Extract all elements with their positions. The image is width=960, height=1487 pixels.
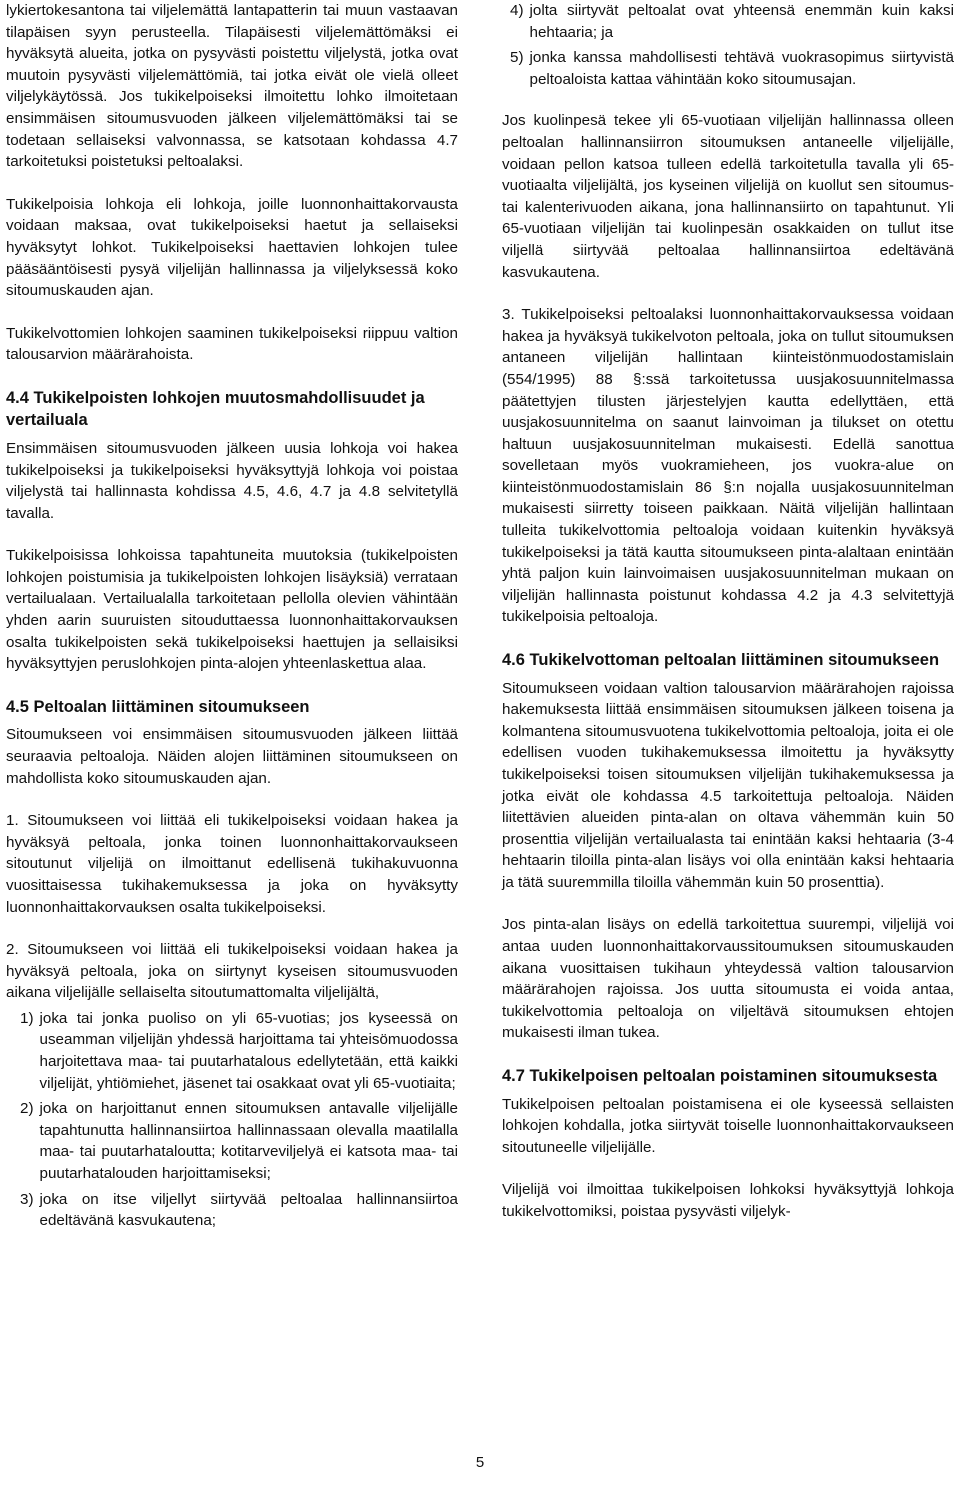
section-heading-4-6: 4.6 Tukikelvottoman peltoalan liittäminen sitoumukseen	[502, 651, 940, 670]
list-number: 2)	[20, 1100, 34, 1118]
section-heading-4-4: 4.4 Tukikelpoisten lohkojen muutosmahdollisuudet ja vertailuala	[6, 388, 425, 430]
condition-list-continued	[502, 0, 954, 90]
section-heading-4-5: 4.5 Peltoalan liittäminen sitoumukseen	[6, 697, 310, 716]
list-number: 4)	[510, 2, 524, 19]
list-text: jonka kanssa mahdollisesti tehtävä vuokrasopimus siirtyvistä peltoaloista kattaa vähintään koko sitoumusajan.	[529, 49, 954, 88]
list-number: 1)	[20, 1009, 34, 1027]
paragraph: Jos kuolinpesä tekee yli 65-vuotiaan viljelijän hallinnassa olleen peltoalan hallinnansiirron sitoumuksen antaneelle viljelijälle, voidaan pellon katsoa tulleen edellä tarkoitetulla tavalla yli 65-vuotiaalta viljelijältä, jos kyseinen viljelijä on kuollut sen sitoumus- tai kalenterivuoden aikana, jona hallinnansiirto on tapahtunut. Yli 65-vuotiaan viljelijän tai kuolinpesän osakkaiden on tullut itse viljellä siirtyvää peltoalaa hallinnansiirtoa edeltävänä kasvukautena.	[502, 112, 954, 281]
paragraph: 3. Tukikelpoiseksi peltoalaksi luonnonhaittakorvauksessa voidaan hakea ja hyväksyä tukikelvoton peltoala, joka on tullut sitoumuksen antaneen viljelijän hallintaan kiinteistönmuodostamislain (554/1995) 88 §:ssä tarkoitetussa uusjakosuunnitelmassa päätettyjen tilusten järjestelyjen kautta edellyttäen, että uusjakosuunnitelma on saanut lainvoiman ja tilukset on otettu haltuun uusjakosuunnitelman mukaisesti. Edellä sanottua sovelletaan myös vuokramieheen, jos vuokra-alue on kiinteistönmuodostamislain 86 §:n nojalla uusjakosuunnitelman mukaisesti siirretty toiseen paikkaan. Näitä viljelijän hallintaan tulleita tukikelvottomia peltoaloja voidaan kuitenkin hyväksyä tukikelpoiseksi ja tätä kautta sitoumukseen pinta-alaltaan enintään yhtä paljon kuin lainvoimaisen uusjakosuunnitelman mukaan on viljelijän hallinnasta poistunut kohdassa 4.2 ja 4.3 selvitettyjä tukikelpoisia peltoaloja.	[502, 306, 954, 626]
left-column	[6, 0, 458, 1253]
paragraph: lykiertokesantona tai viljelemättä lantapatterin tai muun vastaavan tilapäisen syyn perusteella. Tilapäisesti viljelemättömäksi ei hyväksytä alueita, jotka on pysyvästi poistettu viljelystä, jotka ovat muutoin pysyvästi viljelemättömiä, tai jotka eivät ole vielä olleet viljelykäytössä. Jos tukikelpoiseksi ilmoitettu lohko ilmoitetaan ensimmäisen sitoumusvuoden jälkeen viljelemättömäksi tai se todetaan sellaiseksi valvonnassa, se katsotaan kohdassa 4.7 tarkoitetuksi poistetuksi peltoalaksi.	[6, 2, 458, 171]
list-number: 3)	[20, 1190, 34, 1208]
list-text: joka tai jonka puoliso on yli 65-vuotias; jos kyseessä on useamman viljelijän yhdessä harjoittama tai yhteisömuodossa harjoitettava maa- tai puutarhatalous edellytetään, että kaikki viljelijät, yhtiömiehet, jäsenet tai osakkaat ovat yli 65-vuotiaita;	[39, 1009, 458, 1092]
paragraph: Jos pinta-alan lisäys on edellä tarkoitettua suurempi, viljelijä voi antaa uuden luonnonhaittakorvaussitoumuksen sitoumuskauden aikana vuosittaisen tukihaun yhteydessä valtion talousarvion määrärahojen rajoissa. Jos uutta sitoumusta ei voida antaa, tukikelvottomia peltoaloja on viljeltävä sitoumuksen ehtojen mukaisesti ilman tukea.	[502, 916, 954, 1042]
paragraph: 2. Sitoumukseen voi liittää eli tukikelpoiseksi voidaan hakea ja hyväksyä peltoala, joka on siirtynyt kyseisen sitoumusvuoden aikana viljelijälle sellaiselta sitoutumattomalta viljelijältä,	[6, 941, 458, 1002]
list-text: joka on harjoittanut ennen sitoumuksen antavalle viljelijälle tapahtunutta hallinnansiirtoa hallinnassaan olevalla maatilalla maa- tai puutarhataloutta; kotitarveviljelyä ei katsota maa- tai puutarhatalouden harjoittamiseksi;	[39, 1100, 458, 1183]
list-text: jolta siirtyvät peltoalat ovat yhteensä enemmän kuin kaksi hehtaaria; ja	[529, 2, 954, 41]
paragraph: Sitoumukseen voidaan valtion talousarvion määrärahojen rajoissa hakemuksesta liittää ensimmäisen sitoumuksen jälkeen toisena ja kolmantena sitoumusvuotena tukikelvottomia peltoaloja, joita ei ole edellisen vuoden tukihakemuksessa ilmoitettu ja hyväksytty tukikelpoiseksi toisen sitoumuksen viljelijän tukihakemuksessa ja jotka eivät ole kohdassa 4.5 tarkoitettuja peltoaloja. Näiden liitettävien alueiden pinta-alan on oltava vähemmän kuin 50 prosenttia viljelijän vertailualasta tai enintään kaksi hehtaaria (3-4 hehtaarin tiloilla pinta-alan lisäys voi olla enintään kaksi hehtaaria ja tätä suuremmilla tiloilla vähemmän kuin 50 prosenttia).	[502, 679, 954, 891]
paragraph: Tukikelpoisia lohkoja eli lohkoja, joille luonnonhaittakorvausta voidaan maksaa, ovat tukikelpoiseksi haetut ja sellaiseksi hyväksytyt lohkot. Tukikelpoiseksi haettavien lohkojen tulee pääsääntöisesti pysyä viljelijän hallinnassa ja viljelyksessä koko sitoumuskauden ajan.	[6, 195, 458, 300]
paragraph: Sitoumukseen voi ensimmäisen sitoumusvuoden jälkeen liittää seuraavia peltoaloja. Näiden alojen liittäminen sitoumukseen on mahdollista koko sitoumuskauden ajan.	[6, 726, 458, 787]
paragraph: Tukikelpoisissa lohkoissa tapahtuneita muutoksia (tukikelpoisten lohkojen poistumisia ja tukikelpoisten lohkojen lisäyksiä) verrataan vertailualaan. Vertailualalla tarkoitetaan pellolla olevien vähintään yhden aarin suuruisten sitouduttaessa luonnonhaittakorvauksen osalta tukikelpoisten sekä tukikelpoiseksi haettujen ja sellaisiksi hyväksyttyjen peruslohkojen pinta-alojen yhteenlaskettua alaa.	[6, 547, 458, 673]
condition-list	[20, 1008, 458, 1232]
paragraph: Viljelijä voi ilmoittaa tukikelpoisen lohkoksi hyväksyttyjä lohkoja tukikelvottomiksi, poistaa pysyvästi viljelyk-	[502, 1181, 954, 1220]
list-item	[20, 1008, 458, 1094]
list-number: 5)	[510, 49, 524, 67]
section-heading-4-7: 4.7 Tukikelpoisen peltoalan poistaminen sitoumuksesta	[502, 1067, 938, 1086]
right-column	[502, 0, 954, 1244]
list-text: joka on itse viljellyt siirtyvää peltoalaa hallinnansiirtoa edeltävänä kasvukautena;	[39, 1190, 458, 1230]
list-item	[510, 0, 954, 43]
paragraph: Tukikelvottomien lohkojen saaminen tukikelpoiseksi riippuu valtion talousarvion määrärahoista.	[6, 324, 458, 364]
page-number: 5	[475, 1454, 485, 1471]
list-item	[20, 1189, 458, 1232]
paragraph: Ensimmäisen sitoumusvuoden jälkeen uusia lohkoja voi hakea tukikelpoiseksi ja tukikelpoiseksi hyväksyttyjä lohkoja voi poistaa viljelystä tai hallinnasta kohdissa 4.5, 4.6, 4.7 ja 4.8 selvitetyllä tavalla.	[6, 439, 458, 522]
list-item	[510, 47, 954, 90]
list-item	[20, 1098, 458, 1184]
paragraph: 1. Sitoumukseen voi liittää eli tukikelpoiseksi voidaan hakea ja hyväksyä peltoala, jonka toinen luonnonhaittakorvaukseen sitoutunut viljelijä on ilmoittanut edellisenä tukihakuvuonna vuosittaisessa tukihakemuksessa ja joka on hyväksytty luonnonhaittakorvauksen osalta tukikelpoiseksi.	[6, 812, 458, 916]
paragraph: Tukikelpoisen peltoalan poistamisena ei ole kyseessä sellaisten lohkojen kohdalla, jotka siirtyvät toiselle luonnonhaittakorvaukseen sitoutuneelle viljelijälle.	[502, 1095, 954, 1156]
